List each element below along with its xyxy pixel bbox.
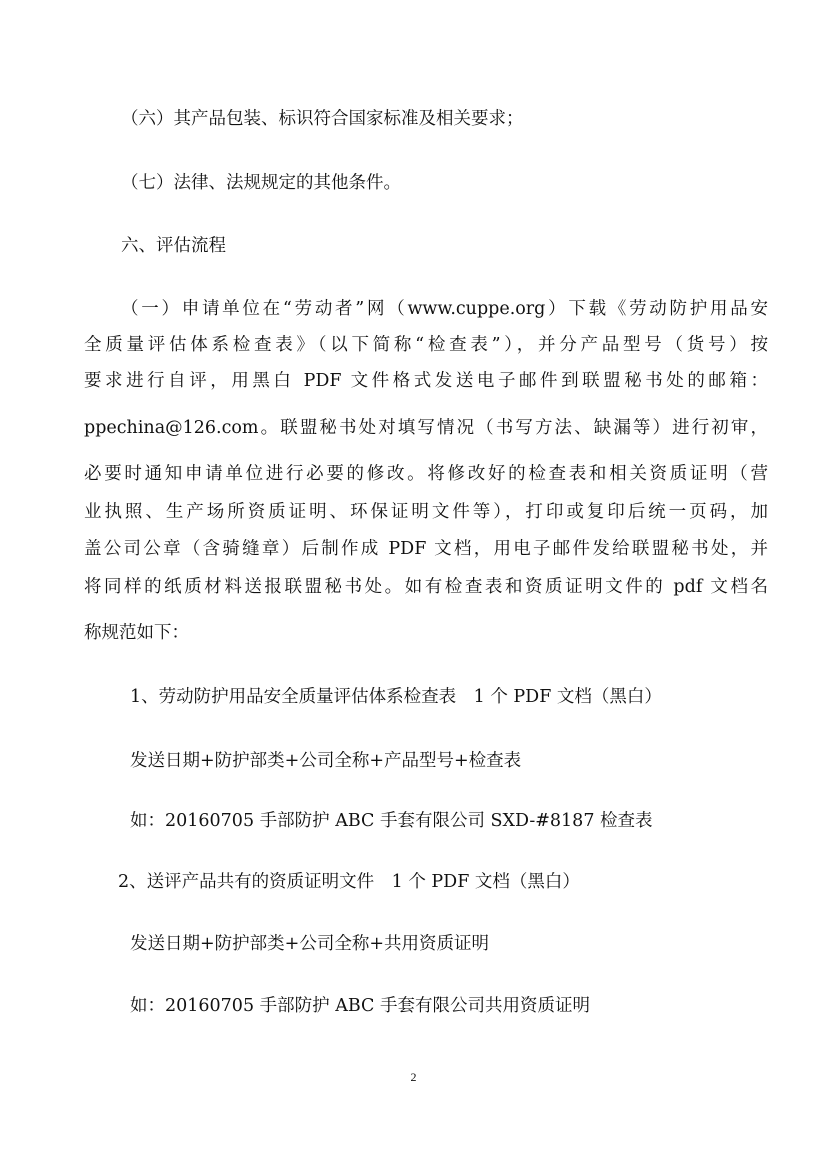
paragraph-line: 将同样的纸质材料送报联盟秘书处。如有检查表和资质证明文件的 pdf 文档名 [84, 577, 768, 597]
page-number: 2 [410, 1070, 417, 1084]
list-item: 如：20160705 手部防护 ABC 手套有限公司共用资质证明 [130, 996, 590, 1016]
item-six-packaging: （六）其产品包装、标识符合国家标准及相关要求； [121, 109, 524, 129]
list-item: 发送日期+防护部类+公司全称+共用资质证明 [130, 934, 489, 954]
paragraph-line: ppechina@126.com。联盟秘书处对填写情况（书写方法、缺漏等）进行初审， [84, 418, 768, 438]
list-item: 如：20160705 手部防护 ABC 手套有限公司 SXD-#8187 检查表 [130, 811, 653, 831]
paragraph-line: （一）申请单位在“劳动者”网（www.cuppe.org）下载《劳动防护用品安 [121, 299, 768, 319]
list-item: 发送日期+防护部类+公司全称+产品型号+检查表 [130, 751, 522, 771]
paragraph-line: 业执照、生产场所资质证明、环保证明文件等），打印或复印后统一页码，加 [84, 502, 768, 522]
paragraph-line: 称规范如下： [84, 623, 189, 643]
paragraph-line: 盖公司公章（含骑缝章）后制作成 PDF 文档，用电子邮件发给联盟秘书处，并 [84, 539, 768, 559]
paragraph-line: 要求进行自评，用黑白 PDF 文件格式发送电子邮件到联盟秘书处的邮箱： [84, 371, 768, 391]
paragraph-line: 必要时通知申请单位进行必要的修改。将修改好的检查表和相关资质证明（营 [84, 464, 768, 484]
section-heading-evaluation-process: 六、评估流程 [121, 236, 226, 256]
paragraph-line: 全质量评估体系检查表》（以下简称“检查表”），并分产品型号（货号）按 [84, 335, 768, 355]
list-item: 1、劳动防护用品安全质量评估体系检查表 1 个 PDF 文档（黑白） [130, 687, 662, 707]
item-seven-legal: （七）法律、法规规定的其他条件。 [121, 173, 401, 193]
list-item: 2、送评产品共有的资质证明文件 1 个 PDF 文档（黑白） [118, 872, 580, 892]
